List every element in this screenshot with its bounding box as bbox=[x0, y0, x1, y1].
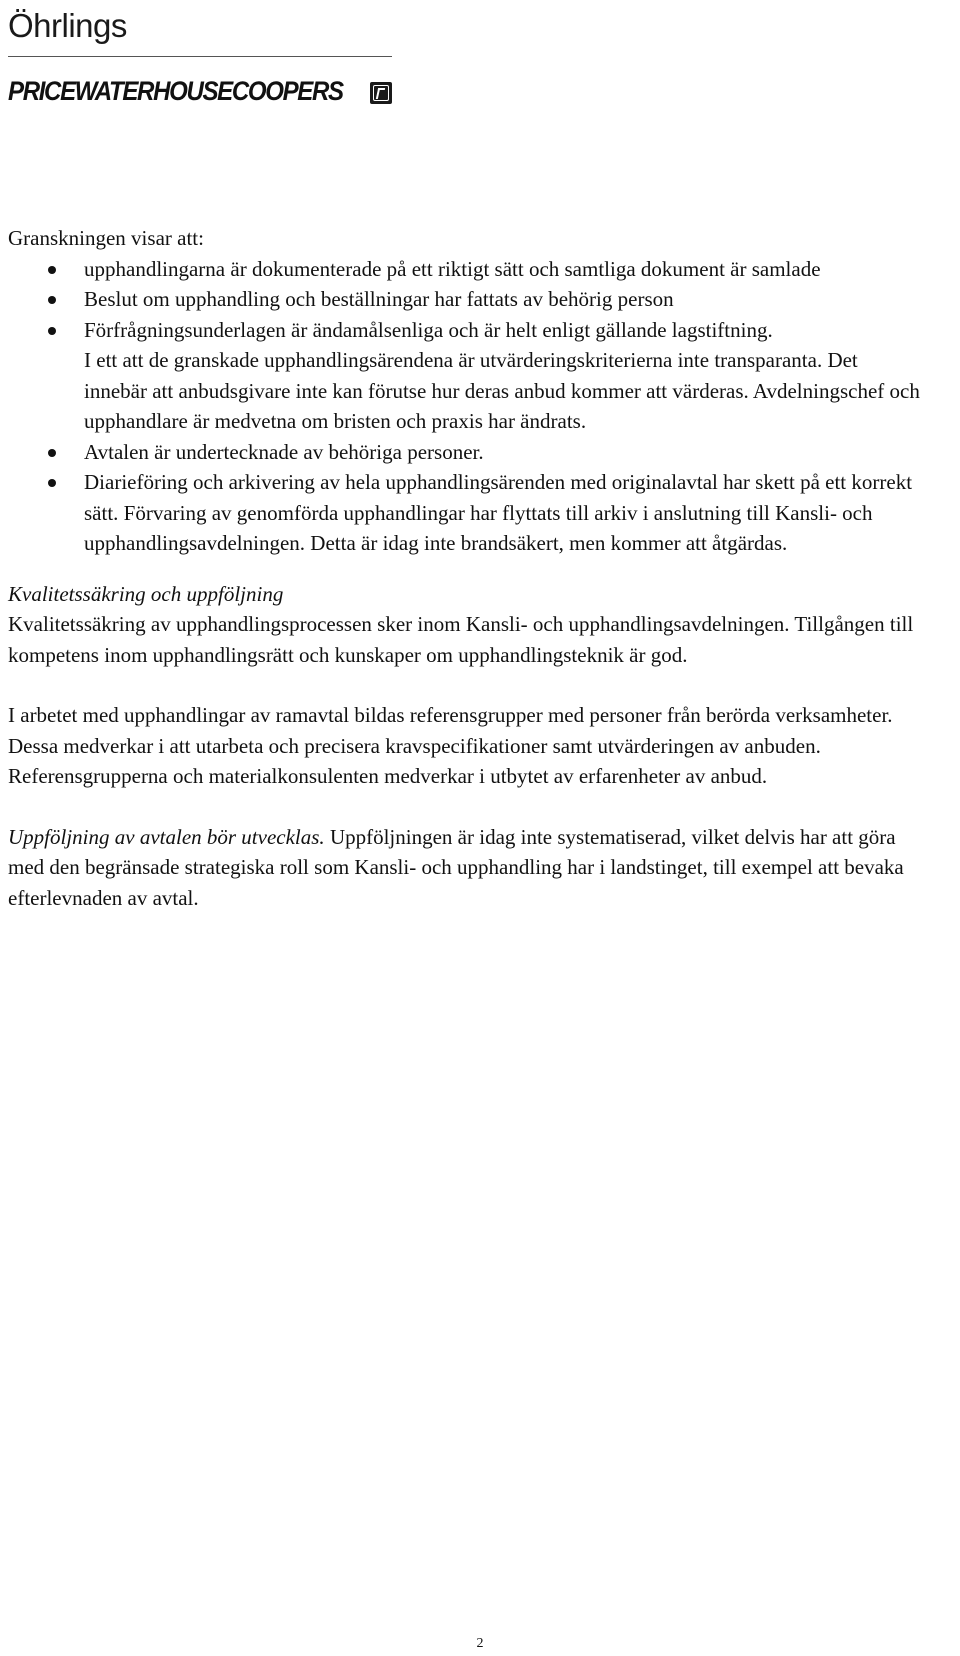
paragraph-text: Uppföljningen är idag inte systematiserad, vilket delvis har att göra med den begränsade strategiska roll som Kansli- och upphandling har i landstinget, till exempel att bevaka efterlevnaden av avtal. bbox=[8, 824, 904, 910]
list-item: upphandlingarna är dokumenterade på ett riktigt sätt och samtliga dokument är samlade bbox=[8, 254, 920, 285]
paragraph: Kvalitetssäkring av upphandlingsprocessen sker inom Kansli- och upphandlingsavdelningen. Tillgången till kompetens inom upphandlingsrätt och kunskaper om upphandlingsteknik är god. bbox=[8, 612, 914, 667]
paragraph bbox=[8, 822, 920, 914]
list-item: Beslut om upphandling och beställningar har fattats av behörig person bbox=[8, 284, 920, 315]
findings-list bbox=[8, 254, 920, 559]
letterhead-divider bbox=[8, 56, 392, 57]
list-item: Avtalen är undertecknade av behöriga personer. bbox=[8, 437, 920, 468]
seal-icon bbox=[370, 82, 392, 104]
list-item: Diarieföring och arkivering av hela upphandlingsärenden med originalavtal har skett på ett korrekt sätt. Förvaring av genomförda upphandlingar har flyttats till arkiv i anslutning till Kansli- och upphandlingsavdelningen. Detta är idag inte brandsäkert, men kommer att åtgärdas. bbox=[8, 467, 920, 559]
letterhead bbox=[8, 6, 392, 113]
page-number: 2 bbox=[476, 1636, 484, 1651]
findings-intro: Granskningen visar att: bbox=[8, 226, 204, 250]
document-body bbox=[8, 223, 920, 913]
brand-name: Öhrlings bbox=[8, 7, 127, 44]
paragraph: I arbetet med upphandlingar av ramavtal bildas referensgrupper med personer från berörda verksamheter. Dessa medverkar i att utarbeta och precisera kravspecifikationer samt utvärderingen av anbuden. Referensgrupperna och materialkonsulenten medverkar i utbytet av erfarenheter av anbud. bbox=[8, 703, 893, 788]
list-item: Förfrågningsunderlagen är ändamålsenliga och är helt enligt gällande lagstiftning. bbox=[8, 315, 920, 346]
firm-logo: PRICEWATERHOUSECOOPERS bbox=[8, 76, 343, 106]
firm-logo-row bbox=[8, 69, 392, 113]
list-item: I ett att de granskade upphandlingsärendena är utvärderingskriterierna inte transparanta. Det innebär att anbudsgivare inte kan förutse hur deras anbud kommer att värderas. Avdelningschef och upphandlare är medvetna om bristen och praxis har ändrats. bbox=[84, 348, 920, 433]
section-heading: Kvalitetssäkring och uppföljning bbox=[8, 581, 284, 606]
paragraph-lead: Uppföljning av avtalen bör utvecklas. bbox=[8, 824, 325, 849]
